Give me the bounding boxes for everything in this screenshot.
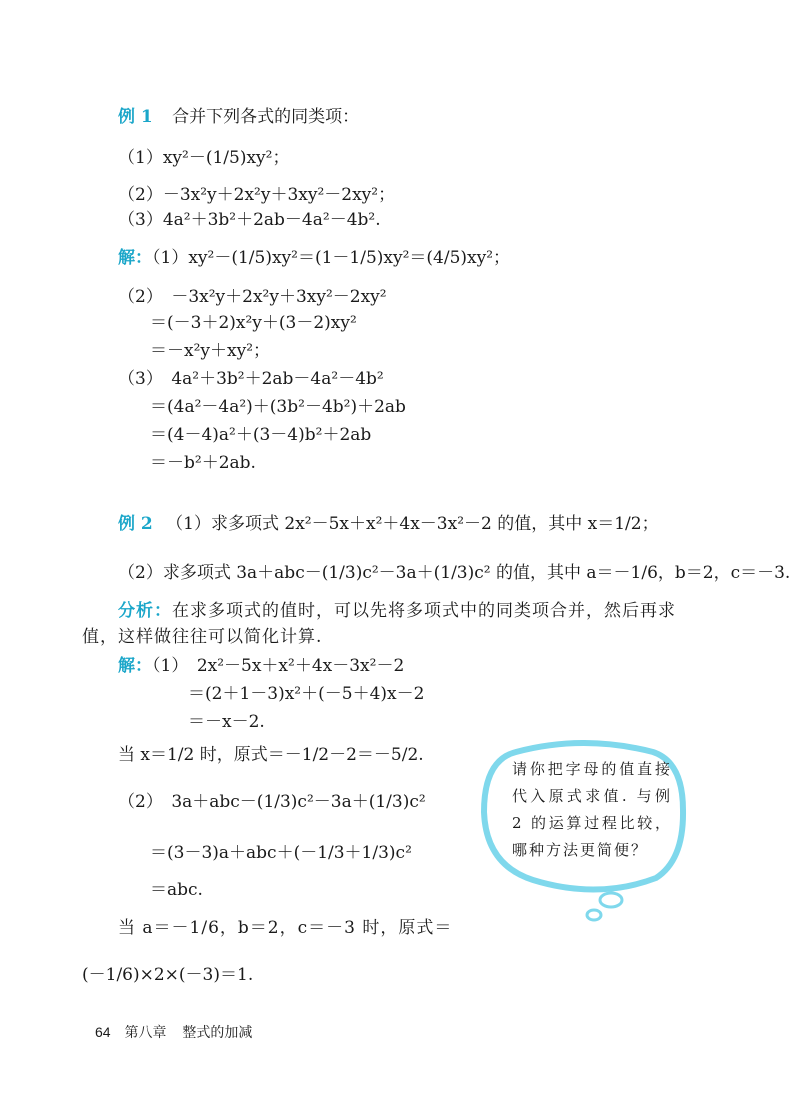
example-1-solution-3-line-2: ＝(4a²－4a²)＋(3b²－4b²)＋2ab [150,397,406,417]
solution-1-text: （1）xy²－(1/5)xy²＝(1－1/5)xy²＝(4/5)xy²； [152,248,511,268]
example-2-analysis-line-1 [118,598,676,624]
example-1-solution-3-line-3: ＝(4－4)a²＋(3－4)b²＋2ab [150,425,372,445]
solution-2-1-text: （1） 2x²－5x＋x²＋4x－3x²－2 [152,656,405,676]
example-2-solution-2-value-line-1: 当 a＝－1/6，b＝2，c＝－3 时，原式＝ [118,918,453,938]
example-2-solution-1-line-3: ＝－x－2. [188,712,265,732]
example-2-solution-1-value: 当 x＝1/2 时，原式＝－1/2－2＝－5/2. [118,745,424,765]
example-1-item-3: （3）4a²＋3b²＋2ab－4a²－4b². [118,210,381,230]
example-2-analysis-line-2: 值，这样做往往可以简化计算. [82,627,323,647]
example-2-solution-2-value-line-2: (－1/6)×2×(－3)＝1. [82,965,254,985]
example-1-prompt: 合并下列各式的同类项： [172,107,360,127]
example-2-solution-1-line-1 [118,653,404,679]
example-1-solution-2-line-2: ＝(－3＋2)x²y＋(3－2)xy² [150,313,357,333]
example-1-solution-3-line-4: ＝－b²＋2ab. [150,453,256,473]
analysis-label: 分析： [118,601,172,621]
example-1-item-1: （1）xy²－(1/5)xy²； [118,148,290,168]
example-1-solution-3-line-1: （3） 4a²＋3b²＋2ab－4a²－4b² [118,369,384,389]
example-2-solution-2-line-3: ＝abc. [150,880,203,900]
solution-label: 解： [118,248,152,268]
example-1-solution-2-line-1: （2） －3x²y＋2x²y＋3xy²－2xy² [118,287,387,307]
example-2-solution-2-line-1: （2） 3a＋abc－(1/3)c²－3a＋(1/3)c² [118,792,426,812]
analysis-text-1: 在求多项式的值时，可以先将多项式中的同类项合并，然后再求 [172,601,676,621]
thought-bubble-text: 请你把字母的值直接代入原式求值. 与例 2 的运算过程比较，哪种方法更简便？ [512,760,672,859]
example-2-solution-1-line-2: ＝(2＋1－3)x²＋(－5＋4)x－2 [188,684,425,704]
chapter-number: 第八章 [124,1024,167,1040]
example-2-label: 例 2 [118,514,153,534]
page-number: 64 [95,1024,111,1040]
solution-2-label: 解： [118,656,152,676]
example-1-item-2: （2）－3x²y＋2x²y＋3xy²－2xy²； [118,185,396,205]
example-2-q1-text: （1）求多项式 2x²－5x＋x²＋4x－3x²－2 的值，其中 x＝1/2； [166,514,659,534]
example-2-question-2: （2）求多项式 3a＋abc－(1/3)c²－3a＋(1/3)c² 的值，其中 a＝－1/6，b＝2，c＝－3. [118,563,791,583]
page-footer [95,1022,252,1042]
example-2-solution-2-line-2: ＝(3－3)a＋abc＋(－1/3＋1/3)c² [150,843,412,863]
example-2-question-1 [118,511,659,537]
example-1-label: 例 1 [118,107,153,127]
example-1-solution-1 [118,245,510,271]
example-1-solution-2-line-3: ＝－x²y＋xy²； [150,341,271,361]
chapter-title: 整式的加减 [182,1024,253,1040]
example-1-heading [118,104,359,130]
